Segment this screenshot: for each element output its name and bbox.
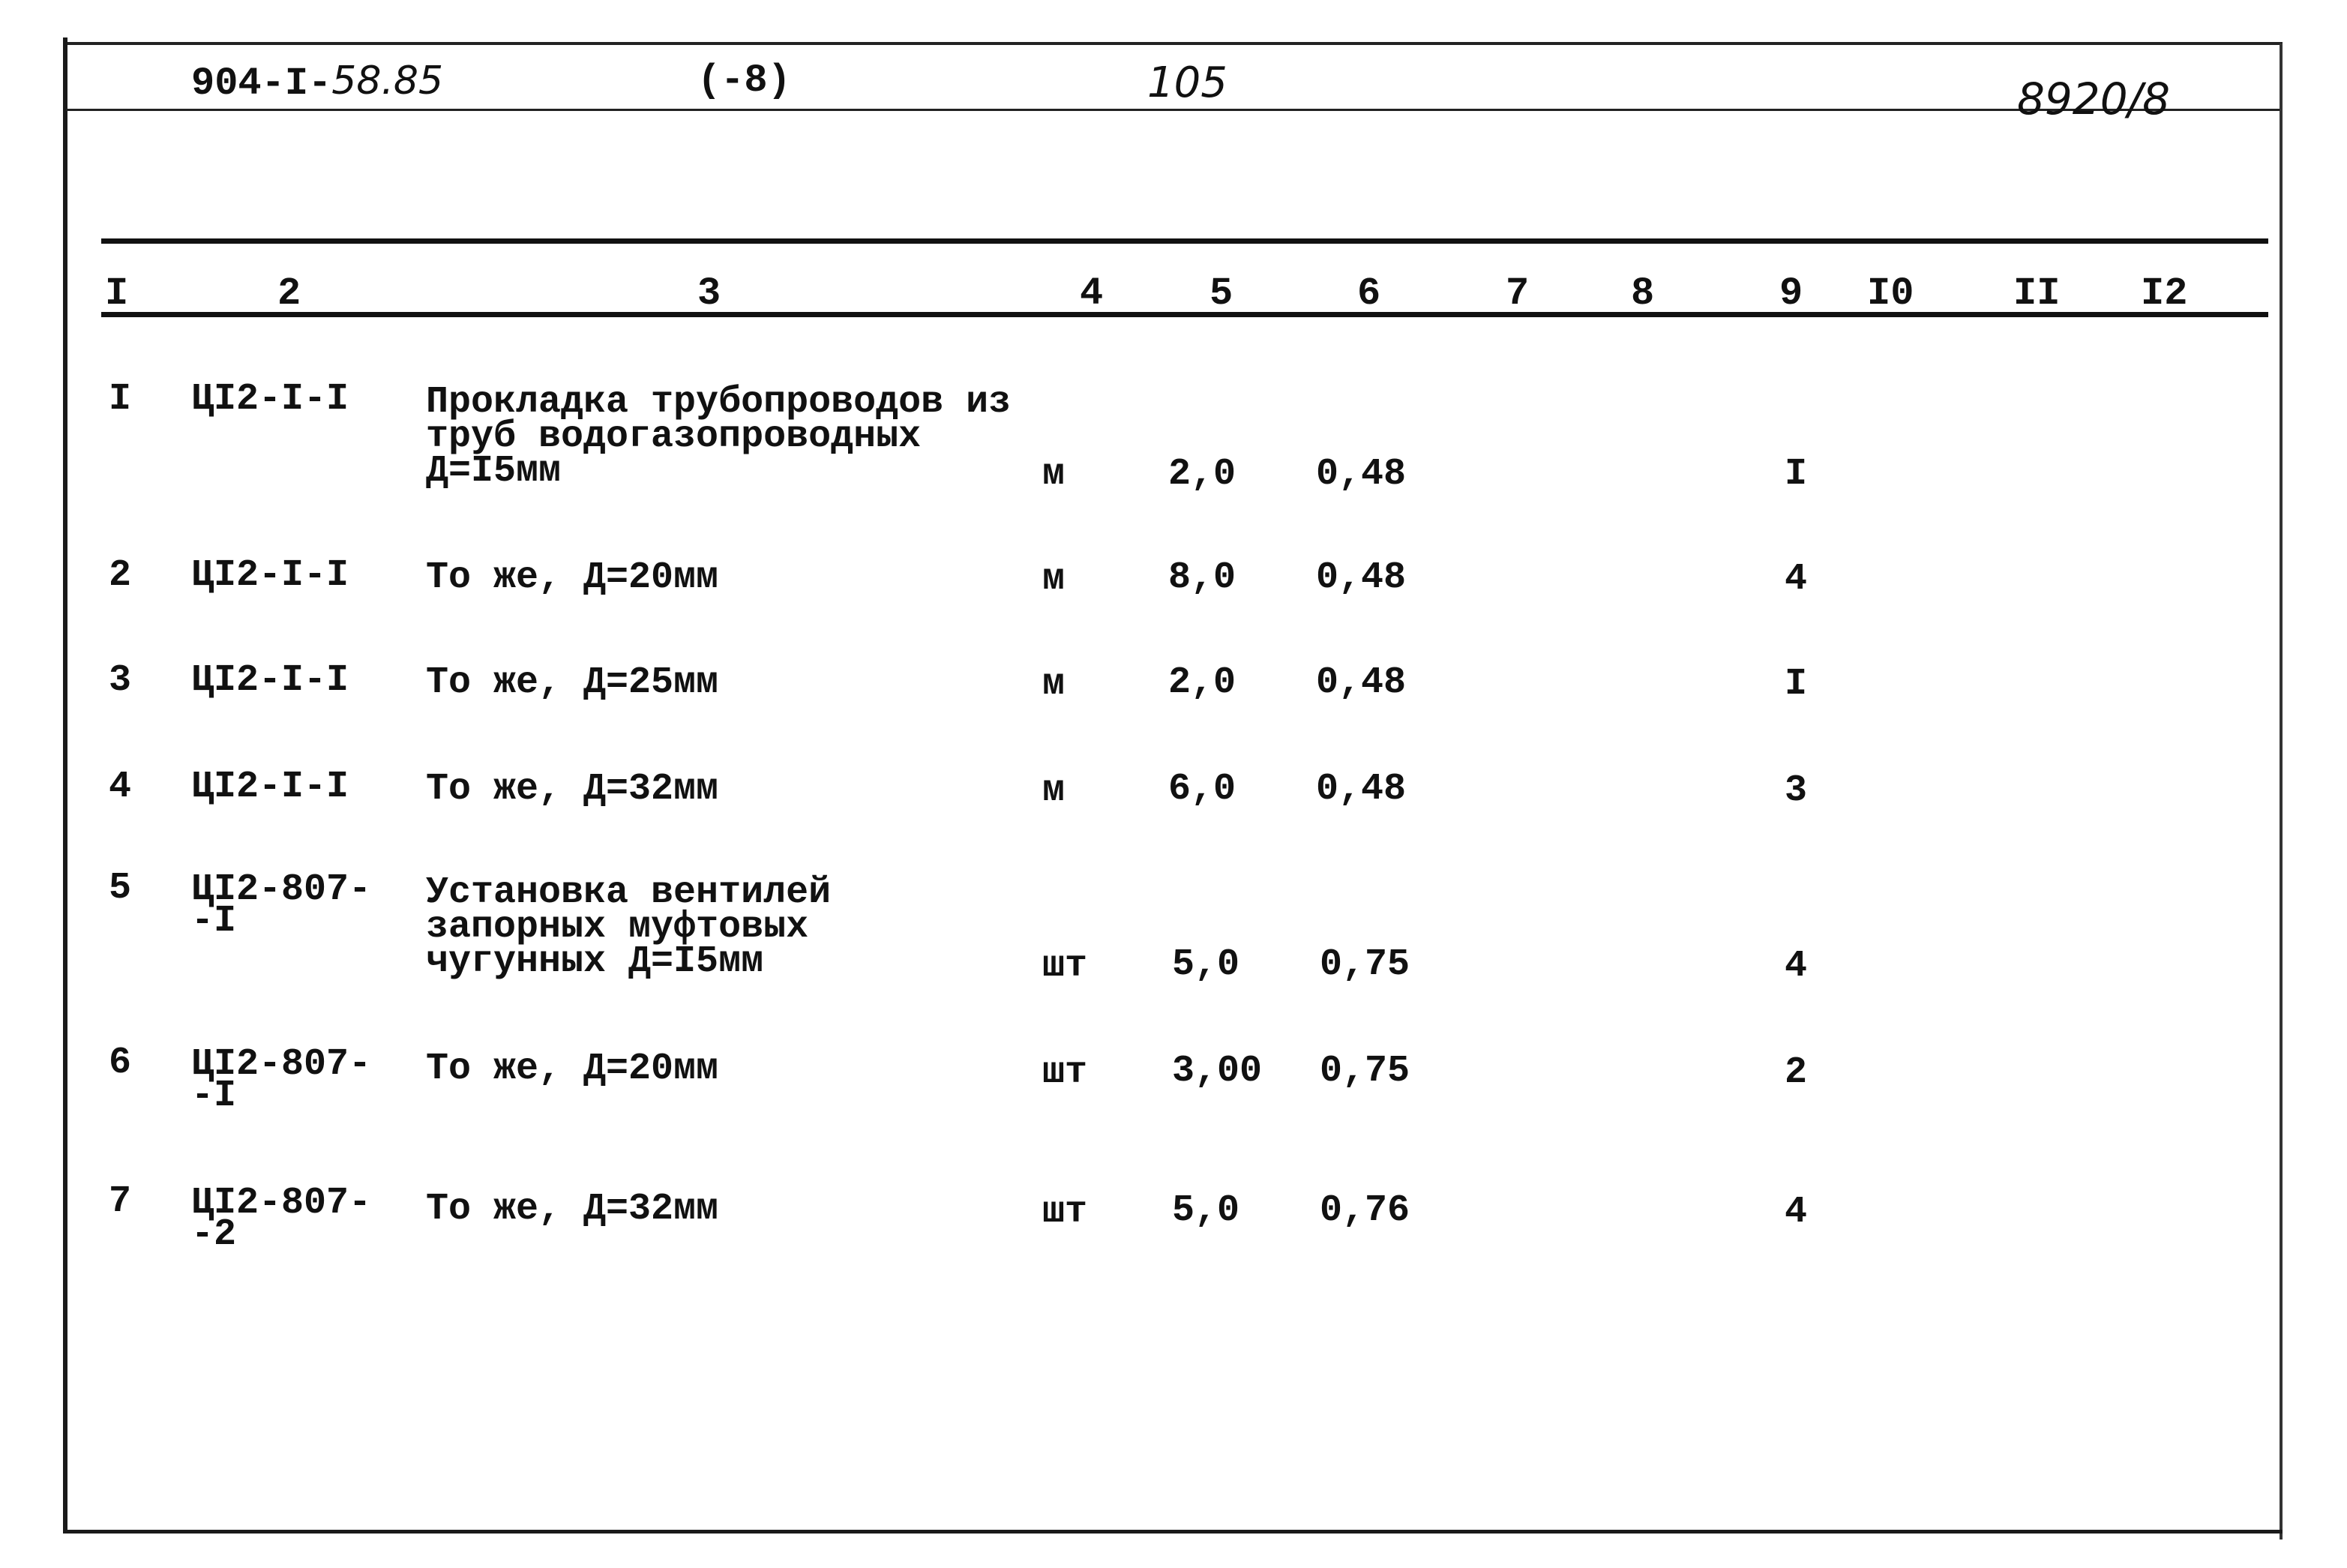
- row-unit: шт: [1042, 1051, 1088, 1094]
- row-col9: I: [1785, 453, 1808, 496]
- row-quantity: 8,0: [1168, 556, 1236, 599]
- row-code: ЦI2-I-I: [191, 766, 349, 808]
- row-norm: 0,48: [1316, 661, 1407, 704]
- row-norm: 0,76: [1320, 1189, 1410, 1232]
- row-number: 7: [109, 1180, 132, 1223]
- row-description: чугунных Д=I5мм: [426, 940, 764, 983]
- frame-bottom-border: [63, 1530, 2283, 1534]
- page-number: 105: [1147, 58, 1227, 107]
- row-description: То же, Д=32мм: [426, 768, 719, 811]
- row-description: То же, Д=20мм: [426, 1048, 719, 1090]
- row-col9: 4: [1785, 1191, 1808, 1234]
- row-description: То же, Д=20мм: [426, 556, 719, 599]
- doc-code-handwritten: 58.85: [331, 58, 444, 103]
- row-norm: 0,48: [1316, 453, 1407, 496]
- col-header-12: I2: [2141, 271, 2188, 316]
- row-norm: 0,48: [1316, 556, 1407, 599]
- frame-left-border: [63, 37, 67, 1534]
- header-rule: [66, 109, 2280, 111]
- row-number: 4: [109, 766, 132, 808]
- row-description: Д=I5мм: [426, 450, 562, 493]
- row-code: -I: [191, 1075, 237, 1117]
- row-quantity: 5,0: [1172, 1189, 1240, 1232]
- col-header-6: 6: [1357, 271, 1381, 316]
- frame-right-border: [2280, 43, 2283, 1540]
- table-top-rule: [101, 238, 2268, 244]
- row-unit: м: [1042, 769, 1066, 812]
- row-number: 5: [109, 867, 132, 910]
- col-header-10: I0: [1867, 271, 1914, 316]
- row-norm: 0,48: [1316, 768, 1407, 811]
- row-number: 3: [109, 659, 132, 702]
- row-code: ЦI2-807-: [191, 1182, 372, 1225]
- inventory-number: 8920/8: [2017, 73, 2171, 124]
- row-quantity: 3,00: [1172, 1050, 1263, 1093]
- row-number: I: [109, 378, 132, 421]
- doc-code: [191, 58, 443, 106]
- col-header-8: 8: [1631, 271, 1655, 316]
- table-header-rule: [101, 312, 2268, 317]
- row-norm: 0,75: [1320, 943, 1410, 986]
- doc-code-printed: 904-I-: [191, 61, 332, 106]
- row-code: -I: [191, 900, 237, 943]
- row-col9: 4: [1785, 945, 1808, 988]
- row-col9: 4: [1785, 558, 1808, 601]
- row-col9: I: [1785, 663, 1808, 706]
- frame-top-border: [63, 42, 2283, 45]
- row-unit: шт: [1042, 1191, 1088, 1234]
- row-description: Установка вентилей: [426, 871, 832, 914]
- row-code: ЦI2-I-I: [191, 659, 349, 702]
- row-unit: м: [1042, 453, 1066, 496]
- col-header-9: 9: [1779, 271, 1803, 316]
- col-header-11: II: [2013, 271, 2061, 316]
- col-header-1: I: [105, 271, 129, 316]
- row-description: запорных муфтовых: [426, 906, 809, 949]
- row-unit: м: [1042, 663, 1066, 706]
- row-code: ЦI2-807-: [191, 868, 372, 911]
- row-description: Прокладка трубопроводов из: [426, 381, 1012, 424]
- col-header-5: 5: [1209, 271, 1233, 316]
- row-description: труб водогазопроводных: [426, 415, 922, 458]
- row-description: То же, Д=32мм: [426, 1188, 719, 1231]
- section-code: (-8): [697, 58, 791, 103]
- row-col9: 3: [1785, 769, 1808, 812]
- col-header-4: 4: [1080, 271, 1104, 316]
- row-quantity: 6,0: [1168, 768, 1236, 811]
- row-quantity: 2,0: [1168, 453, 1236, 496]
- row-norm: 0,75: [1320, 1050, 1410, 1093]
- col-header-2: 2: [277, 271, 301, 316]
- row-quantity: 2,0: [1168, 661, 1236, 704]
- row-code: ЦI2-807-: [191, 1043, 372, 1086]
- row-unit: шт: [1042, 945, 1088, 988]
- row-description: То же, Д=25мм: [426, 661, 719, 704]
- row-code: ЦI2-I-I: [191, 554, 349, 597]
- col-header-7: 7: [1506, 271, 1530, 316]
- row-unit: м: [1042, 558, 1066, 601]
- row-quantity: 5,0: [1172, 943, 1240, 986]
- row-number: 6: [109, 1042, 132, 1084]
- row-code: -2: [191, 1213, 237, 1256]
- row-number: 2: [109, 554, 132, 597]
- col-header-3: 3: [697, 271, 721, 316]
- row-code: ЦI2-I-I: [191, 378, 349, 421]
- row-col9: 2: [1785, 1051, 1808, 1094]
